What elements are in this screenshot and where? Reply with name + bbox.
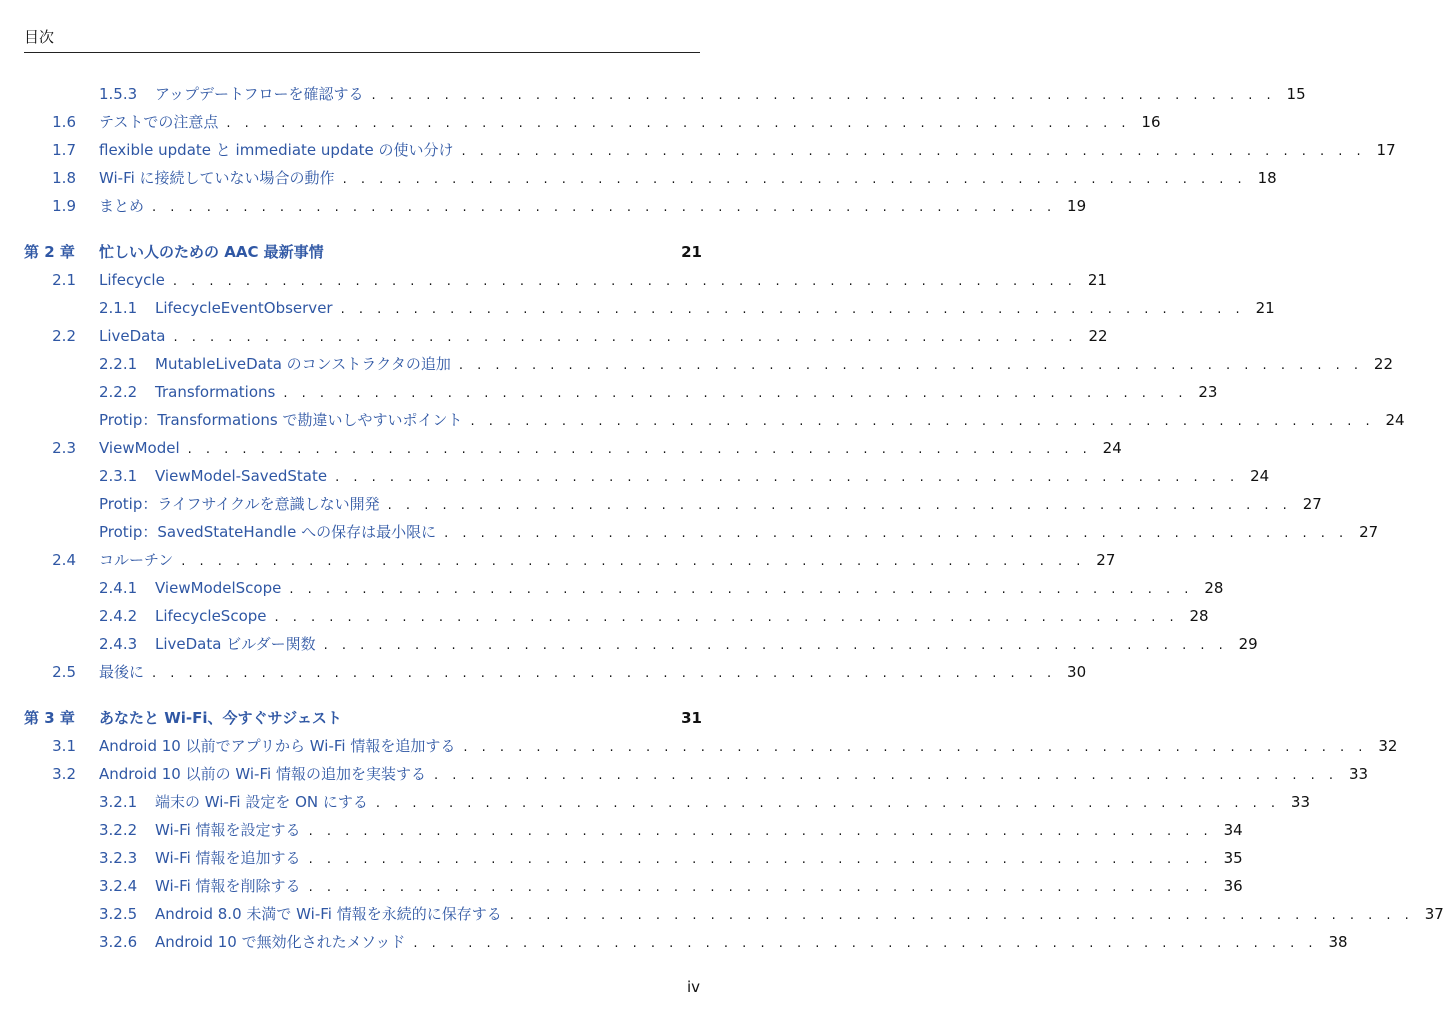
toc-title: Android 8.0 未満で Wi-Fi 情報を永続的に保存する <box>155 905 502 923</box>
toc-entry-1-5-3[interactable] <box>24 80 1306 108</box>
toc-number: 2.3 <box>52 439 76 457</box>
toc-entry-1-9[interactable] <box>24 192 1087 220</box>
toc-number: 2.4 <box>52 551 76 569</box>
toc-entry-1-8[interactable] <box>24 164 1277 192</box>
toc-number: 1.6 <box>52 113 76 131</box>
toc-title: テストでの注意点 <box>99 113 219 131</box>
toc-title: LiveData <box>99 327 166 345</box>
toc-entry-3-2-3[interactable] <box>24 844 1243 872</box>
toc-entry-2-5[interactable] <box>24 658 1087 686</box>
toc-page: 15 <box>1286 85 1306 103</box>
toc-title: LifecycleScope <box>155 607 267 625</box>
table-of-contents <box>24 80 1444 956</box>
toc-entry-2-4-3[interactable] <box>24 630 1258 658</box>
toc-title: まとめ <box>99 197 145 215</box>
toc-title: コルーチン <box>99 551 174 569</box>
toc-entry-2-2-2[interactable] <box>24 378 1218 406</box>
header-title: 目次 <box>24 28 55 46</box>
toc-entry-protip-lifecycle[interactable] <box>24 490 1322 518</box>
toc-leader: . . . . . . . . . . . . . . . . . . . . . . . . . . . . . . . . . . . . . . . . . . . . . . . . . . <box>289 582 1194 597</box>
toc-leader: . . . . . . . . . . . . . . . . . . . . . . . . . . . . . . . . . . . . . . . . . . . . . . . . . . <box>172 274 1077 289</box>
toc-leader: . . . . . . . . . . . . . . . . . . . . . . . . . . . . . . . . . . . . . . . . . . . . . . . . . . <box>181 554 1086 569</box>
toc-page: 37 <box>1424 905 1444 923</box>
toc-number: 1.8 <box>52 169 76 187</box>
toc-number: 3.2.3 <box>99 849 138 867</box>
toc-leader: . . . . . . . . . . . . . . . . . . . . . . . . . . . . . . . . . . . . . . . . . . . . . . . . . . <box>323 638 1228 653</box>
toc-entry-3-2-4[interactable] <box>24 872 1243 900</box>
toc-number: 3.2.6 <box>99 933 138 951</box>
toc-leader: . . . . . . . . . . . . . . . . . . . . . . . . . . . . . . . . . . . . . . . . . . . . . . . . . . <box>461 144 1366 159</box>
toc-title: MutableLiveData のコンストラクタの追加 <box>155 355 451 373</box>
toc-title: Protip：ライフサイクルを意識しない開発 <box>99 495 380 513</box>
toc-page: 31 <box>681 709 702 727</box>
toc-leader: . . . . . . . . . . . . . . . . . . . . . . . . . . . . . . . . . . . . . . . . . . . . . . . . . . <box>458 358 1364 373</box>
toc-entry-1-6[interactable] <box>24 108 1161 136</box>
toc-title: ViewModelScope <box>155 579 282 597</box>
toc-number: 2.2 <box>52 327 76 345</box>
toc-number: 2.4.2 <box>99 607 138 625</box>
toc-page: 24 <box>1102 439 1122 457</box>
toc-number: 3.2.5 <box>99 905 138 923</box>
toc-page: 24 <box>1250 467 1270 485</box>
toc-entry-2-1[interactable] <box>24 266 1107 294</box>
toc-page: 21 <box>1255 299 1275 317</box>
toc-page: 27 <box>1096 551 1116 569</box>
toc-number: 1.9 <box>52 197 76 215</box>
toc-title: ViewModel <box>99 439 180 457</box>
toc-leader: . . . . . . . . . . . . . . . . . . . . . . . . . . . . . . . . . . . . . . . . . . . . . . . . . . <box>342 172 1247 187</box>
toc-entry-3-2-6[interactable] <box>24 928 1348 956</box>
toc-page: 19 <box>1067 197 1087 215</box>
toc-page: 24 <box>1385 411 1405 429</box>
toc-number: 2.4.3 <box>99 635 138 653</box>
toc-page: 16 <box>1141 113 1161 131</box>
page-number: iv <box>686 978 700 996</box>
toc-leader: . . . . . . . . . . . . . . . . . . . . . . . . . . . . . . . . . . . . . . . . . . . . . . . . . . <box>173 330 1078 345</box>
toc-title: アップデートフローを確認する <box>155 85 364 103</box>
toc-page: 17 <box>1376 141 1396 159</box>
toc-entry-1-7[interactable] <box>24 136 1396 164</box>
toc-leader: . . . . . . . . . . . . . . . . . . . . . . . . . . . . . . . . . . . . . . . . . . . . . . . . . . <box>433 768 1339 783</box>
toc-leader: . . . . . . . . . . . . . . . . . . . . . . . . . . . . . . . . . . . . . . . . . . . . . . . . . . <box>274 610 1179 625</box>
toc-chapter-title: 忙しい人のための AAC 最新事情 <box>99 243 324 261</box>
toc-chapter-2[interactable] <box>24 238 702 266</box>
toc-number: 2.2.1 <box>99 355 138 373</box>
toc-title: Wi-Fi に接続していない場合の動作 <box>99 169 335 187</box>
toc-chapter-number: 第 2 章 <box>24 243 75 261</box>
toc-number: 1.7 <box>52 141 76 159</box>
toc-page: 35 <box>1223 849 1243 867</box>
toc-page: 21 <box>1087 271 1107 289</box>
toc-entry-3-2[interactable] <box>24 760 1369 788</box>
toc-number: 3.1 <box>52 737 76 755</box>
toc-page: 34 <box>1223 821 1243 839</box>
toc-entry-2-4-1[interactable] <box>24 574 1224 602</box>
toc-leader: . . . . . . . . . . . . . . . . . . . . . . . . . . . . . . . . . . . . . . . . . . . . . . . . . . <box>335 470 1240 485</box>
toc-title: Lifecycle <box>99 271 165 289</box>
toc-number: 3.2.4 <box>99 877 138 895</box>
toc-page: 33 <box>1348 765 1369 783</box>
toc-entry-3-1[interactable] <box>24 732 1398 760</box>
toc-number: 2.2.2 <box>99 383 138 401</box>
toc-page: 27 <box>1359 523 1379 541</box>
toc-title: Protip：Transformations で勘違いしやすいポイント <box>99 411 463 429</box>
toc-leader: . . . . . . . . . . . . . . . . . . . . . . . . . . . . . . . . . . . . . . . . . . . . . . . . . . <box>308 852 1213 867</box>
toc-entry-protip-transformations[interactable] <box>24 406 1405 434</box>
toc-leader: . . . . . . . . . . . . . . . . . . . . . . . . . . . . . . . . . . . . . . . . . . . . . . . . . . <box>308 880 1213 895</box>
toc-page: 28 <box>1204 579 1224 597</box>
toc-entry-2-2[interactable] <box>24 322 1108 350</box>
toc-page: 36 <box>1223 877 1243 895</box>
toc-leader: . . . . . . . . . . . . . . . . . . . . . . . . . . . . . . . . . . . . . . . . . . . . . . . . . . <box>413 936 1318 951</box>
toc-leader: . . . . . . . . . . . . . . . . . . . . . . . . . . . . . . . . . . . . . . . . . . . . . . . . . . <box>340 302 1245 317</box>
toc-title: Wi-Fi 情報を削除する <box>155 877 301 895</box>
toc-title: Transformations <box>155 383 276 401</box>
toc-title: LiveData ビルダー関数 <box>155 635 316 653</box>
toc-chapter-3[interactable] <box>24 704 702 732</box>
toc-page: 23 <box>1198 383 1218 401</box>
toc-entry-3-2-5[interactable] <box>24 900 1444 928</box>
toc-number: 3.2 <box>52 765 76 783</box>
toc-leader: . . . . . . . . . . . . . . . . . . . . . . . . . . . . . . . . . . . . . . . . . . . . . . . . . . <box>187 442 1092 457</box>
toc-page: 18 <box>1257 169 1277 187</box>
toc-number: 2.4.1 <box>99 579 138 597</box>
toc-title: 端末の Wi-Fi 設定を ON にする <box>155 793 368 811</box>
toc-title: flexible update と immediate update の使い分け <box>99 141 454 159</box>
toc-leader: . . . . . . . . . . . . . . . . . . . . . . . . . . . . . . . . . . . . . . . . . . . . . . . . . . <box>470 414 1375 429</box>
toc-entry-3-2-1[interactable] <box>24 788 1310 816</box>
toc-number: 1.5.3 <box>99 85 138 103</box>
toc-page: 29 <box>1238 635 1258 653</box>
toc-leader: . . . . . . . . . . . . . . . . . . . . . . . . . . . . . . . . . . . . . . . . . . . . . . . . . . <box>152 666 1057 681</box>
toc-title: Android 10 以前の Wi-Fi 情報の追加を実装する <box>99 765 426 783</box>
toc-title: 最後に <box>99 663 145 681</box>
toc-leader: . . . . . . . . . . . . . . . . . . . . . . . . . . . . . . . . . . . . . . . . . . . . . . . . . . <box>509 908 1414 923</box>
toc-entry-2-4-2[interactable] <box>24 602 1209 630</box>
toc-leader: . . . . . . . . . . . . . . . . . . . . . . . . . . . . . . . . . . . . . . . . . . . . . . . . . . <box>308 824 1213 839</box>
toc-chapter-number: 第 3 章 <box>24 709 75 727</box>
toc-number: 2.1.1 <box>99 299 138 317</box>
toc-title: Wi-Fi 情報を設定する <box>155 821 301 839</box>
toc-page: 21 <box>681 243 702 261</box>
toc-number: 2.5 <box>52 663 76 681</box>
toc-entry-3-2-2[interactable] <box>24 816 1243 844</box>
toc-page: 38 <box>1328 933 1348 951</box>
toc-leader: . . . . . . . . . . . . . . . . . . . . . . . . . . . . . . . . . . . . . . . . . . . . . . . . . . <box>444 526 1349 541</box>
toc-page: 28 <box>1189 607 1209 625</box>
toc-leader: . . . . . . . . . . . . . . . . . . . . . . . . . . . . . . . . . . . . . . . . . . . . . . . . . . <box>226 116 1131 131</box>
toc-leader: . . . . . . . . . . . . . . . . . . . . . . . . . . . . . . . . . . . . . . . . . . . . . . . . . . <box>463 740 1368 755</box>
toc-entry-2-3-1[interactable] <box>24 462 1270 490</box>
toc-page: 22 <box>1088 327 1108 345</box>
toc-page: 32 <box>1378 737 1398 755</box>
toc-page: 30 <box>1067 663 1087 681</box>
toc-page: 33 <box>1290 793 1310 811</box>
toc-entry-protip-savedstatehandle[interactable] <box>24 518 1379 546</box>
toc-number: 2.1 <box>52 271 76 289</box>
toc-entry-2-2-1[interactable] <box>24 350 1394 378</box>
toc-leader: . . . . . . . . . . . . . . . . . . . . . . . . . . . . . . . . . . . . . . . . . . . . . . . . . . <box>152 200 1057 215</box>
toc-entry-2-1-1[interactable] <box>24 294 1275 322</box>
toc-leader: . . . . . . . . . . . . . . . . . . . . . . . . . . . . . . . . . . . . . . . . . . . . . . . . . . <box>375 796 1280 811</box>
toc-title: ViewModel-SavedState <box>155 467 328 485</box>
toc-entry-2-4[interactable] <box>24 546 1116 574</box>
toc-title: Protip：SavedStateHandle への保存は最小限に <box>99 523 437 541</box>
toc-title: Wi-Fi 情報を追加する <box>155 849 301 867</box>
toc-leader: . . . . . . . . . . . . . . . . . . . . . . . . . . . . . . . . . . . . . . . . . . . . . . . . . . <box>283 386 1188 401</box>
toc-number: 3.2.2 <box>99 821 138 839</box>
toc-page: 27 <box>1302 495 1322 513</box>
toc-title: LifecycleEventObserver <box>155 299 333 317</box>
toc-entry-2-3[interactable] <box>24 434 1122 462</box>
toc-title: Android 10 で無効化されたメソッド <box>155 933 406 951</box>
toc-leader: . . . . . . . . . . . . . . . . . . . . . . . . . . . . . . . . . . . . . . . . . . . . . . . . . . <box>387 498 1292 513</box>
toc-page: 22 <box>1373 355 1394 373</box>
toc-title: Android 10 以前でアプリから Wi-Fi 情報を追加する <box>99 737 456 755</box>
toc-leader: . . . . . . . . . . . . . . . . . . . . . . . . . . . . . . . . . . . . . . . . . . . . . . . . . . <box>371 88 1276 103</box>
toc-number: 3.2.1 <box>99 793 138 811</box>
page-header <box>24 28 700 53</box>
toc-number: 2.3.1 <box>99 467 138 485</box>
toc-chapter-title: あなたと Wi-Fi、今すぐサジェスト <box>99 709 342 727</box>
